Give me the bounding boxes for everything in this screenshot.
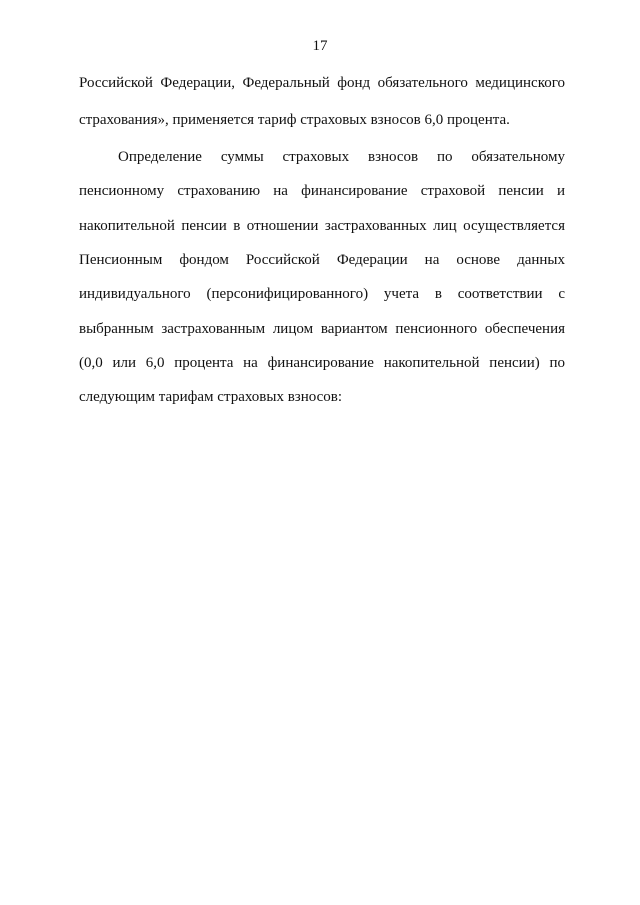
paragraph-2-line-2: пенсионному страхованию на финансирование страховой пенсии и: [79, 183, 565, 199]
paragraph-1-line-2: страхования», применяется тариф страховых взносов 6,0 процента.: [79, 112, 510, 128]
page-number: 17: [312, 38, 328, 54]
paragraph-2-line-8: следующим тарифам страховых взносов:: [79, 389, 343, 405]
paragraph-1-line-1: Российской Федерации, Федеральный фонд обязательного медицинского: [79, 75, 565, 91]
paragraph-2-line-5: индивидуального (персонифицированного) учета в соответствии с: [79, 286, 565, 302]
paragraph-2-line-7: (0,0 или 6,0 процента на финансирование накопительной пенсии) по: [79, 355, 565, 371]
paragraph-2-line-1: Определение суммы страховых взносов по обязательному: [118, 149, 565, 165]
paragraph-2-line-4: Пенсионным фондом Российской Федерации на основе данных: [79, 252, 565, 268]
paragraph-2-line-3: накопительной пенсии в отношении застрахованных лиц осуществляется: [79, 218, 565, 234]
paragraph-2-line-6: выбранным застрахованным лицом вариантом пенсионного обеспечения: [79, 321, 565, 337]
